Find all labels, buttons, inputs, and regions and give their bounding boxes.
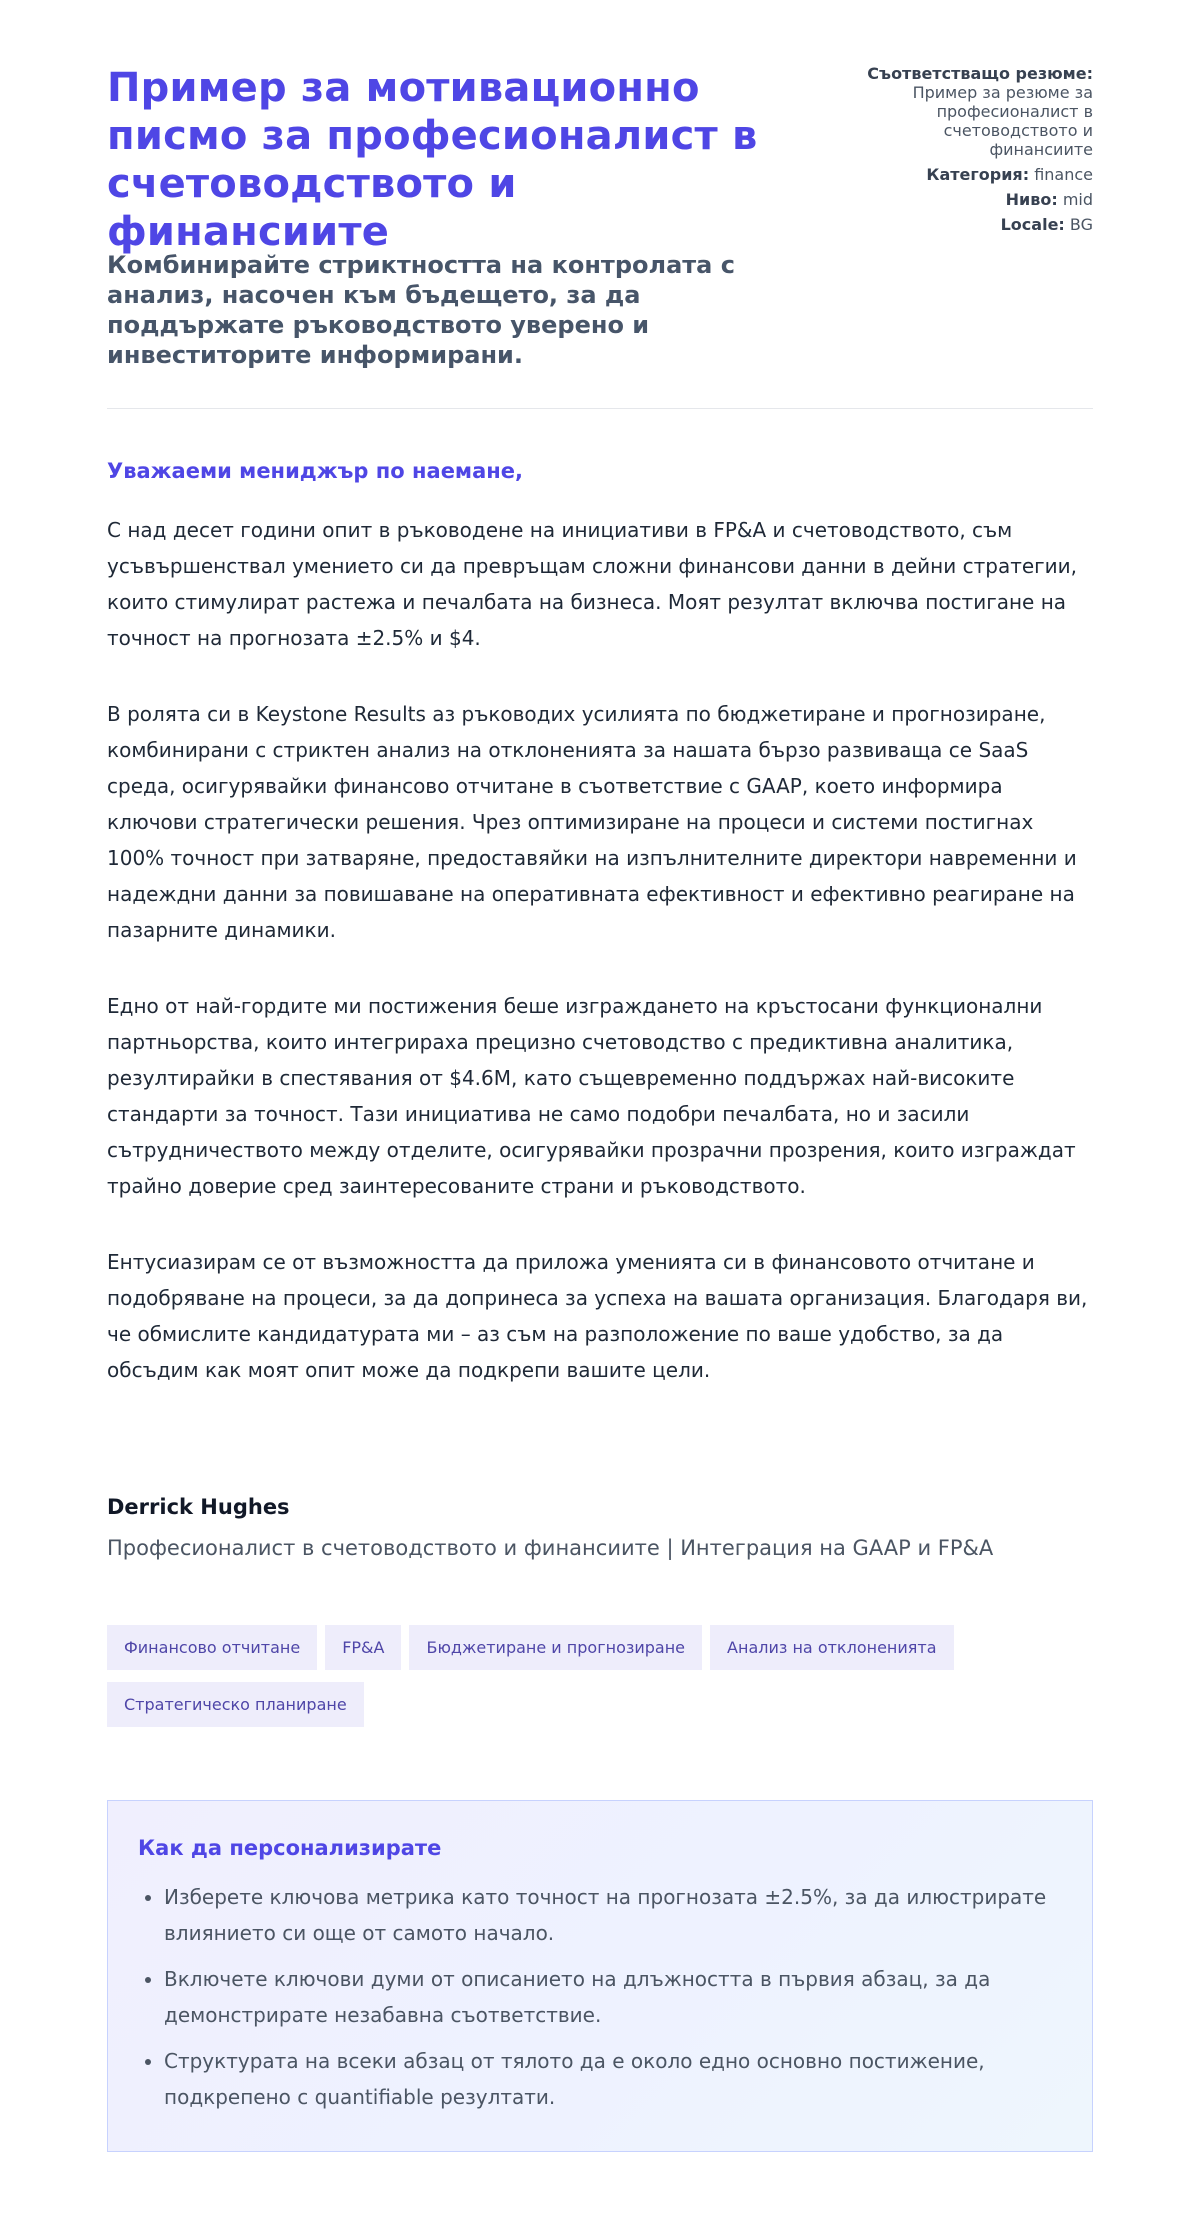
signature-name: Derrick Hughes xyxy=(107,1495,290,1519)
tips-list xyxy=(138,1879,1062,2115)
letter-paragraph: Едно от най-гордите ми постижения беше изграждането на кръстосани функционални партньорства, които интегрираха прецизно счетоводство с предиктивна аналитика, резултирайки в спестявания от $4.6M, като същевременно поддържах най-високите стандарти за точност. Тази инициатива не само подобри печалбата, но и засили сътрудничеството между отделите, осигурявайки прозрачни прозрения, които изграждат трайно доверие сред заинтересованите страни и ръководството. xyxy=(107,994,1076,1198)
personalization-tips xyxy=(107,1800,1093,2152)
letter-paragraph: С над десет години опит в ръководене на инициативи в FP&A и счетоводството, съм усъвършенствал умението си да превръщам сложни финансови данни в дейни стратегии, които стимулират растежа и печалбата на бизнеса. Моят резултат включва постигане на точност на прогнозата ±2.5% и $4. xyxy=(107,518,1078,650)
skill-tag: Финансово отчитане xyxy=(107,1625,317,1670)
page-subtitle: Комбинирайте стриктността на контролата с анализ, насочен към бъдещето, за да поддържате ръководството уверено и инвеститорите информирани. xyxy=(107,251,735,369)
meta-locale xyxy=(803,215,1093,234)
tips-heading: Как да персонализирате xyxy=(138,1836,442,1860)
page-header xyxy=(107,0,1093,409)
meta-category-label: Категория: xyxy=(926,165,1030,184)
meta-level-value: mid xyxy=(1062,190,1093,209)
tip-item: • Изберете ключова метрика като точност на прогнозата ±2.5%, за да илюстрирате влиянието си още от самото начало. xyxy=(164,1879,1062,1951)
meta-resume-label: Съответстващо резюме: xyxy=(867,64,1093,83)
letter-paragraph: Ентусиазирам се от възможността да приложа уменията си в финансовото отчитане и подобряване на процеси, за да допринеса за успеха на вашата организация. Благодаря ви, че обмислите кандидатурата ми – аз съм на разположение по ваше удобство, за да обсъдим как моят опит може да подкрепи вашите цели. xyxy=(107,1250,1088,1382)
skill-tags xyxy=(107,1625,1093,1739)
meta-resume-link[interactable]: Пример за резюме за професионалист в счетоводството и финансиите xyxy=(912,83,1093,159)
letter-greeting: Уважаеми мениджър по наемане, xyxy=(107,459,524,483)
meta-resume xyxy=(803,64,1093,159)
letter-paragraph: В ролята си в Keystone Results аз ръководих усилията по бюджетиране и прогнозиране, комбинирани с стриктен анализ на отклоненията за нашата бързо развиваща се SaaS среда, осигурявайки финансово отчитане в съответствие с GAAP, което информира ключови стратегически решения. Чрез оптимизиране на процеси и системи постигнах 100% точност при затваряне, предоставяйки на изпълнителните директори навременни и надеждни данни за повишаване на оперативната ефективност и ефективно реагиране на пазарните динамики. xyxy=(107,702,1077,942)
meta-panel xyxy=(803,64,1093,240)
skill-tag: Анализ на отклоненията xyxy=(710,1625,953,1670)
meta-category xyxy=(803,165,1093,184)
meta-level xyxy=(803,190,1093,209)
meta-category-value: finance xyxy=(1034,165,1093,184)
signature-title: Професионалист в счетоводството и финансиите | Интеграция на GAAP и FP&A xyxy=(107,1536,994,1560)
page-title: Пример за мотивационно писмо за професионалист в счетоводството и финансиите xyxy=(107,65,758,255)
letter-body xyxy=(107,512,1093,1428)
tip-item: • Структурата на всеки абзац от тялото да е около едно основно постижение, подкрепено с quantifiable резултати. xyxy=(164,2043,1062,2115)
meta-locale-label: Locale: xyxy=(1000,215,1065,234)
skill-tag: Бюджетиране и прогнозиране xyxy=(409,1625,702,1670)
skill-tag: FP&A xyxy=(325,1625,401,1670)
skill-tag: Стратегическо планиране xyxy=(107,1682,364,1727)
cover-letter-page xyxy=(107,0,1093,2109)
tip-item: • Включете ключови думи от описанието на длъжността в първия абзац, за да демонстрирате незабавна съответствие. xyxy=(164,1961,1062,2033)
meta-locale-value: BG xyxy=(1069,215,1093,234)
meta-level-label: Ниво: xyxy=(1005,190,1058,209)
